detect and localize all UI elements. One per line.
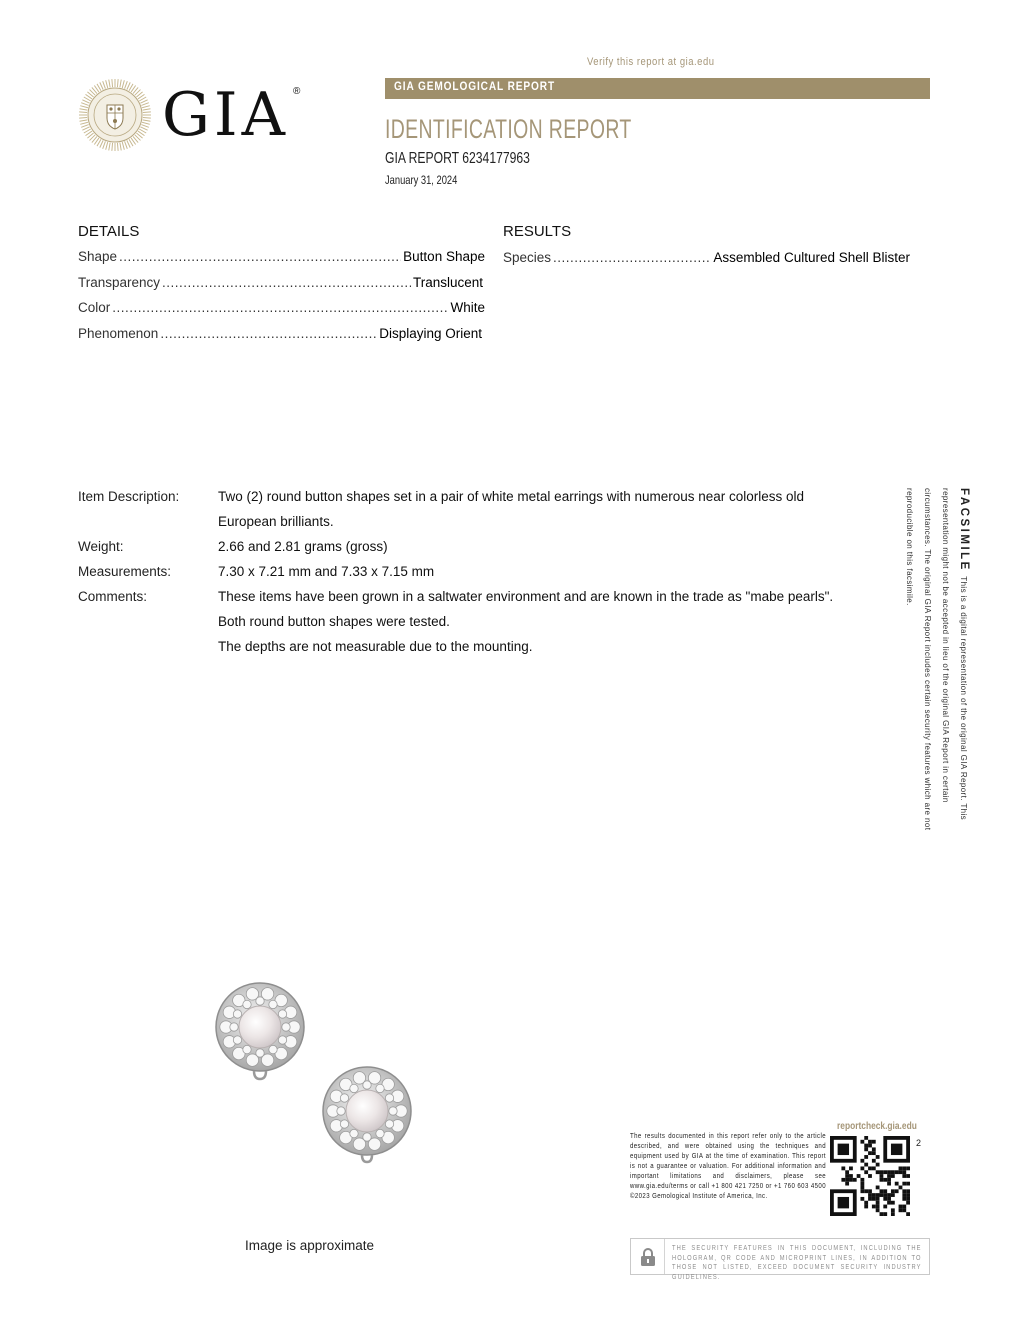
disclaimer-text: The results documented in this report refer only to the article described, and were obtained using the techniques and equipment used by GIA at the time of examination. This report is not a guarantee or valuation. For additional information and important limitations and disclaimers, please see www.gia.edu/terms or call +1 800 421 7250 or +1 760 603 4500 ©2023 Gemological Institute of America, Inc. xyxy=(630,1131,826,1200)
gia-seal-logo xyxy=(78,78,152,152)
row-value: Translucent xyxy=(412,275,483,290)
leader-dots xyxy=(160,326,377,341)
qr-code[interactable] xyxy=(830,1136,910,1224)
comments-line: Both round button shapes were tested. xyxy=(218,614,450,629)
earrings-image xyxy=(210,975,420,1165)
report-date: January 31, 2024 xyxy=(385,173,458,187)
row-label: Color xyxy=(78,300,111,315)
item-description-line: Two (2) round button shapes set in a pair of white metal earrings with numerous near colorless old xyxy=(218,489,805,504)
details-row-phenomenon xyxy=(78,326,482,341)
facsimile-title: FACSIMILE xyxy=(958,488,970,572)
reportcheck-link[interactable]: reportcheck.gia.edu xyxy=(837,1120,917,1132)
lock-icon xyxy=(640,1247,656,1267)
measurements-label: Measurements: xyxy=(78,564,172,579)
row-value: Button Shape xyxy=(403,249,485,264)
details-heading: DETAILS xyxy=(78,223,140,240)
image-caption: Image is approximate xyxy=(245,1238,375,1253)
row-value: Assembled Cultured Shell Blister xyxy=(713,250,910,265)
comments-label: Comments: xyxy=(78,589,148,604)
details-row-color xyxy=(78,300,485,315)
row-label: Phenomenon xyxy=(78,326,159,341)
earring-left xyxy=(216,983,304,1079)
gia-wordmark: GIA xyxy=(162,80,289,150)
comments-line: These items have been grown in a saltwater environment and are known in the trade as "mabe pearls". xyxy=(218,589,834,604)
details-row-shape xyxy=(78,249,485,264)
security-text: THE SECURITY FEATURES IN THIS DOCUMENT, INCLUDING THE HOLOGRAM, QR CODE AND MICROPRINT LINES, IN ADDITION TO THOSE NOT LISTED, EXCEED DOCUMENT SECURITY INDUSTRY GUIDELINES. xyxy=(672,1243,922,1281)
leader-dots xyxy=(112,300,448,315)
details-row-transparency xyxy=(78,275,483,290)
row-label: Shape xyxy=(78,249,118,264)
row-label: Transparency xyxy=(78,275,161,290)
weight-value: 2.66 and 2.81 grams (gross) xyxy=(218,539,388,554)
leader-dots xyxy=(119,249,401,264)
qr-number: 2 xyxy=(916,1138,922,1148)
row-value: Displaying Orient xyxy=(379,326,482,341)
registered-mark: ® xyxy=(293,86,301,97)
item-description-label: Item Description: xyxy=(78,489,180,504)
results-heading: RESULTS xyxy=(503,223,572,240)
comments-line: The depths are not measurable due to the mounting. xyxy=(218,639,533,654)
report-banner xyxy=(385,78,930,99)
leader-dots xyxy=(553,250,711,265)
row-label: Species xyxy=(503,250,552,265)
facsimile-notice xyxy=(905,488,974,840)
leader-dots xyxy=(162,275,411,290)
verify-link-text[interactable]: Verify this report at gia.edu xyxy=(587,56,715,68)
weight-label: Weight: xyxy=(78,539,124,554)
banner-title: GIA GEMOLOGICAL REPORT xyxy=(394,81,556,93)
earring-right xyxy=(323,1067,411,1162)
results-row-species xyxy=(503,250,910,265)
item-description-line: European brilliants. xyxy=(218,514,334,529)
row-value: White xyxy=(450,300,485,315)
lock-box xyxy=(631,1239,665,1274)
measurements-value: 7.30 x 7.21 mm and 7.33 x 7.15 mm xyxy=(218,564,435,579)
facsimile-text: This is a digital representation of the original GIA Report. This representation might not be accepted in lieu of the original GIA Report in certain circumstances. The original GIA Report includes certain security features which are not reproducible on this facsimile. xyxy=(905,488,968,831)
security-notice xyxy=(630,1238,930,1281)
report-number: GIA REPORT 6234177963 xyxy=(385,150,530,167)
report-type-title: IDENTIFICATION REPORT xyxy=(385,114,632,144)
